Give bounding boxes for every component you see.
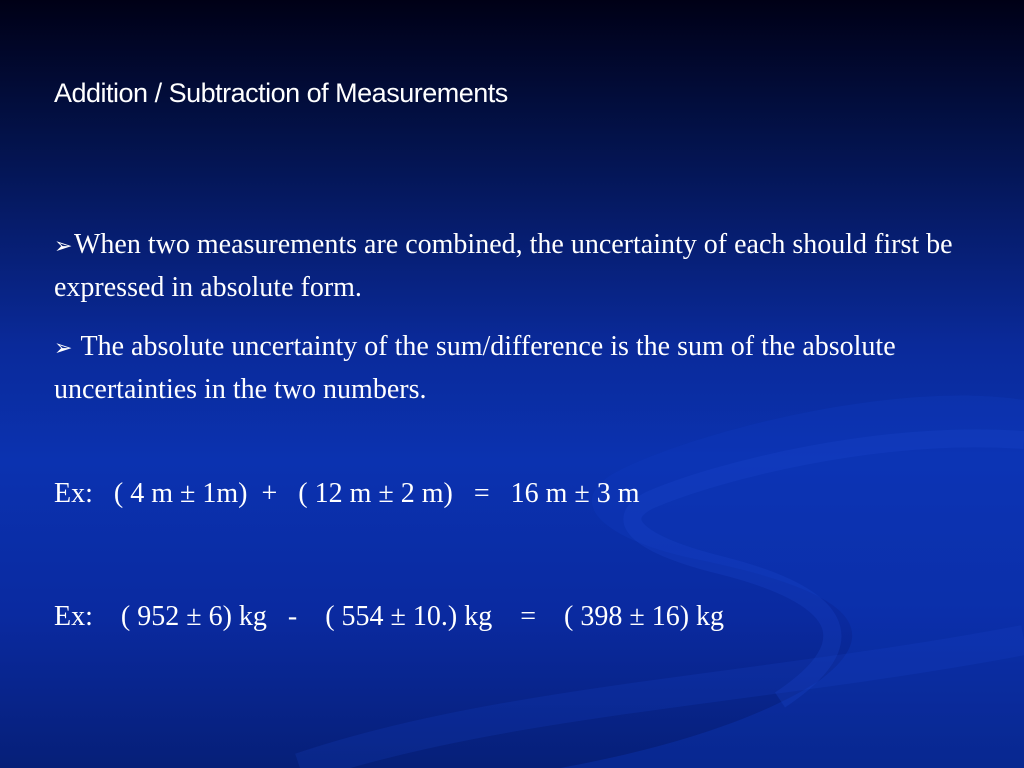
- example-equation: Ex: ( 4 m ± 1m) + ( 12 m ± 2 m) = 16 m ± 3 m: [54, 478, 640, 509]
- bullet-text: The absolute uncertainty of the sum/difference is the sum of the absolute uncertainties in the two numbers.: [54, 331, 896, 405]
- bullet-item: [54, 224, 954, 308]
- example-equation: Ex: ( 952 ± 6) kg - ( 554 ± 10.) kg = ( 398 ± 16) kg: [54, 601, 725, 632]
- bullet-text: When two measurements are combined, the uncertainty of each should first be expressed in absolute form.: [54, 229, 953, 303]
- slide-title: Addition / Subtraction of Measurements: [54, 78, 508, 108]
- arrow-bullet-icon: ➢: [54, 336, 73, 361]
- arrow-bullet-icon: ➢: [54, 234, 73, 259]
- bullet-item: [54, 326, 954, 410]
